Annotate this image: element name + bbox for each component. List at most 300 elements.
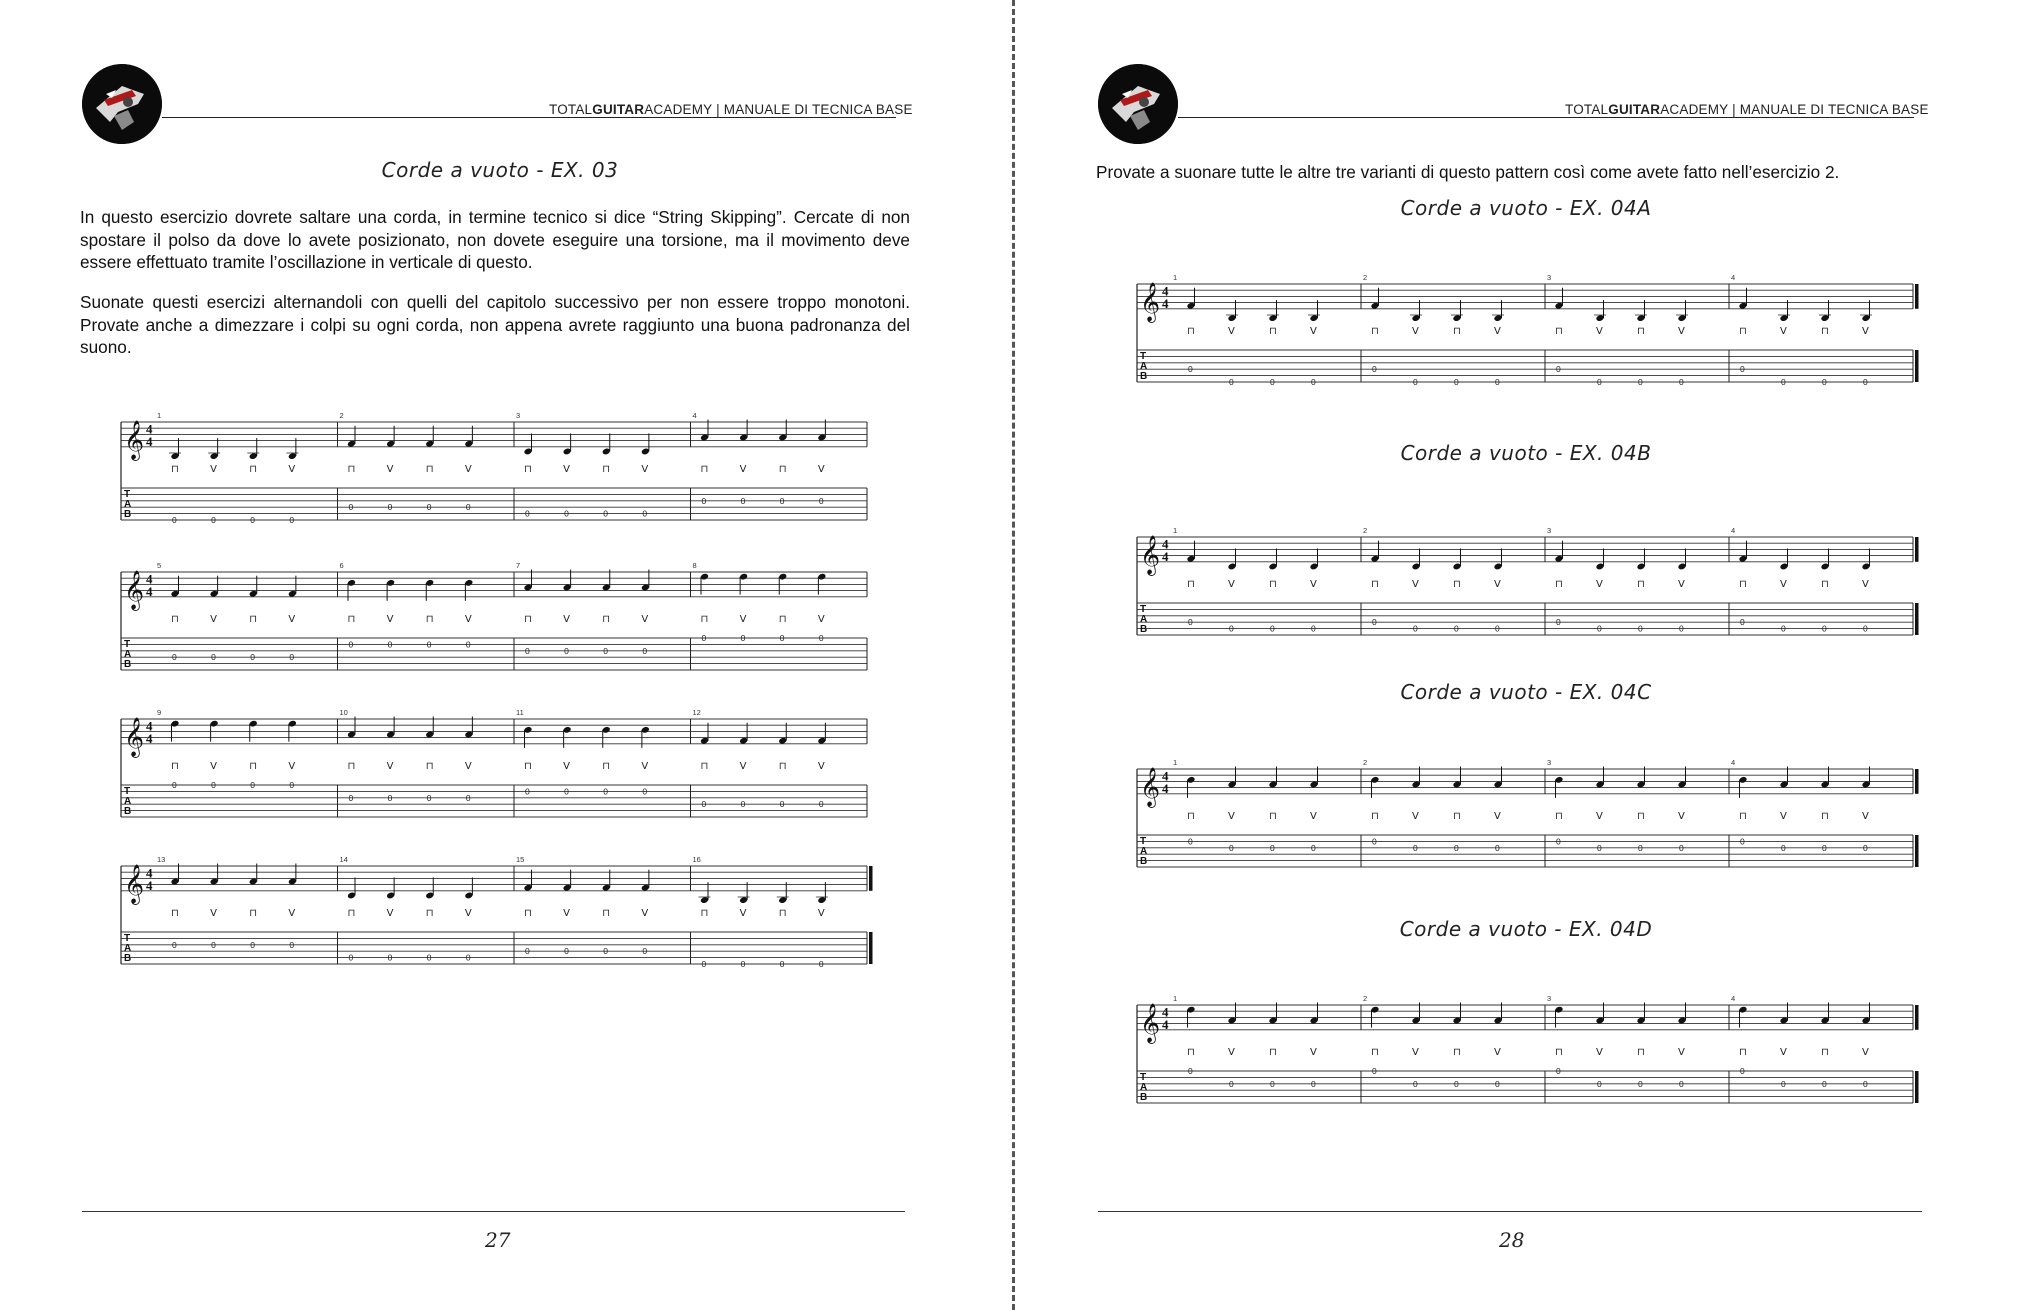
upstroke-icon: V: [739, 463, 747, 475]
tab-fret-number: 0: [348, 952, 354, 963]
downstroke-icon: ⊓: [602, 907, 611, 919]
downstroke-icon: ⊓: [1269, 325, 1277, 337]
tab-fret-number: 0: [1188, 617, 1193, 628]
tab-fret-number: 0: [172, 939, 177, 950]
upstroke-icon: V: [1862, 1046, 1869, 1058]
left-page: [0, 0, 1010, 1310]
tab-label-letter: T: [124, 639, 131, 650]
tab-fret-number: 0: [1413, 1078, 1418, 1089]
tab-fret-number: 0: [348, 792, 354, 803]
tab-label-letter: A: [1140, 1082, 1148, 1093]
academy-logo: [1098, 64, 1178, 144]
header-prefix: TOTAL: [1565, 102, 1609, 117]
final-bar-line: [1915, 603, 1919, 635]
tab-fret-number: 0: [465, 639, 471, 650]
upstroke-icon: V: [386, 613, 394, 625]
treble-clef-icon: 𝄞: [1140, 1002, 1161, 1043]
final-bar-line: [1915, 1005, 1919, 1030]
downstroke-icon: ⊓: [778, 613, 787, 625]
downstroke-icon: ⊓: [700, 907, 709, 919]
time-signature-top: 4: [146, 421, 153, 437]
tab-fret-number: 0: [1229, 623, 1234, 634]
downstroke-icon: ⊓: [1453, 325, 1461, 337]
tab-fret-number: 0: [1372, 364, 1377, 375]
measure-number: 8: [692, 561, 697, 570]
final-bar-line: [1915, 537, 1919, 562]
downstroke-icon: ⊓: [1555, 578, 1563, 590]
upstroke-icon: V: [817, 907, 825, 919]
score-system: [117, 854, 877, 1004]
tab-fret-number: 0: [1556, 836, 1561, 847]
time-signature-bottom: 4: [1162, 295, 1169, 311]
downstroke-icon: ⊓: [1371, 325, 1379, 337]
upstroke-icon: V: [1678, 325, 1685, 337]
upstroke-icon: V: [563, 613, 570, 625]
tab-label-letter: B: [1140, 624, 1148, 635]
downstroke-icon: ⊓: [778, 463, 787, 475]
measure-number: 16: [692, 855, 701, 864]
upstroke-icon: V: [1228, 1046, 1235, 1058]
tab-fret-number: 0: [1781, 623, 1786, 634]
tab-fret-number: 0: [818, 799, 824, 810]
upstroke-icon: V: [1494, 325, 1501, 337]
tab-fret-number: 0: [1311, 377, 1316, 387]
running-header: [1565, 102, 1929, 117]
tab-fret-number: 0: [250, 515, 255, 525]
upstroke-icon: V: [739, 907, 747, 919]
downstroke-icon: ⊓: [1739, 325, 1747, 337]
tab-fret-number: 0: [1781, 377, 1786, 387]
time-signature-top: 4: [146, 865, 153, 881]
downstroke-icon: ⊓: [1821, 810, 1829, 822]
measure-number: 3: [1547, 994, 1552, 1003]
tab-fret-number: 0: [387, 639, 393, 650]
downstroke-icon: ⊓: [1555, 325, 1563, 337]
tab-fret-number: 0: [1556, 364, 1561, 375]
tab-fret-number: 0: [603, 508, 608, 519]
time-signature-bottom: 4: [1162, 548, 1169, 564]
measure-number: 2: [1363, 273, 1368, 282]
tab-label-letter: B: [124, 953, 132, 964]
downstroke-icon: ⊓: [700, 613, 709, 625]
tab-fret-number: 0: [172, 652, 177, 663]
upstroke-icon: V: [210, 907, 217, 919]
measure-number: 5: [157, 561, 162, 570]
measure-number: 3: [1547, 526, 1552, 535]
measure-number: 7: [516, 561, 521, 570]
upstroke-icon: V: [1862, 810, 1869, 822]
tab-fret-number: 0: [1556, 617, 1561, 628]
page-number: 28: [1499, 1228, 1525, 1252]
tab-label-letter: B: [1140, 856, 1148, 867]
downstroke-icon: ⊓: [524, 760, 532, 772]
downstroke-icon: ⊓: [1187, 810, 1195, 822]
exercise-title: Corde a vuoto - EX. 04D: [1399, 917, 1653, 941]
upstroke-icon: V: [288, 463, 296, 475]
upstroke-icon: V: [817, 613, 825, 625]
tab-fret-number: 0: [1311, 623, 1316, 634]
tab-fret-number: 0: [1229, 842, 1234, 853]
upstroke-icon: V: [1862, 325, 1869, 337]
measure-number: 3: [516, 411, 521, 420]
tab-fret-number: 0: [1188, 364, 1193, 375]
measure-number: 2: [1363, 526, 1368, 535]
downstroke-icon: ⊓: [1555, 810, 1563, 822]
tab-label-letter: B: [1140, 1092, 1148, 1103]
upstroke-icon: V: [739, 613, 747, 625]
time-signature-top: 4: [146, 571, 153, 587]
score-system: [117, 560, 877, 700]
measure-number: 3: [1547, 273, 1552, 282]
tab-fret-number: 0: [426, 792, 432, 803]
logo-guitar-icon: [82, 64, 162, 144]
downstroke-icon: ⊓: [1453, 1046, 1461, 1058]
tab-fret-number: 0: [348, 502, 354, 513]
right-page: [1016, 0, 2028, 1310]
tab-fret-number: 0: [1781, 842, 1786, 853]
final-bar-line: [1915, 835, 1919, 867]
measure-number: 4: [1731, 994, 1736, 1003]
time-signature-bottom: 4: [1162, 780, 1169, 796]
tab-fret-number: 0: [1740, 836, 1745, 847]
upstroke-icon: V: [1228, 810, 1235, 822]
tab-fret-number: 0: [289, 515, 295, 525]
tab-fret-number: 0: [1495, 623, 1500, 634]
score-system: [1133, 525, 1923, 665]
tab-fret-number: 0: [1372, 1066, 1377, 1076]
upstroke-icon: V: [641, 613, 649, 625]
downstroke-icon: ⊓: [1187, 1046, 1195, 1058]
time-signature-bottom: 4: [146, 730, 153, 746]
downstroke-icon: ⊓: [1269, 1046, 1277, 1058]
exercise-title: Corde a vuoto - EX. 04B: [1400, 441, 1652, 465]
tab-label-letter: A: [1140, 361, 1148, 372]
tab-fret-number: 0: [564, 786, 569, 797]
tab-fret-number: 0: [1495, 1078, 1500, 1089]
measure-number: 13: [157, 855, 166, 864]
treble-clef-icon: 𝄞: [1140, 534, 1161, 575]
downstroke-icon: ⊓: [1637, 1046, 1645, 1058]
downstroke-icon: ⊓: [347, 463, 356, 475]
upstroke-icon: V: [288, 907, 296, 919]
tab-fret-number: 0: [642, 946, 648, 957]
tab-fret-number: 0: [211, 515, 216, 525]
tab-fret-number: 0: [348, 639, 354, 650]
tab-fret-number: 0: [1597, 377, 1602, 387]
measure-number: 11: [516, 708, 524, 717]
upstroke-icon: V: [1596, 1046, 1603, 1058]
tab-fret-number: 0: [1413, 842, 1418, 853]
tab-fret-number: 0: [564, 946, 569, 957]
time-signature-top: 4: [1162, 536, 1169, 552]
upstroke-icon: V: [563, 907, 570, 919]
paragraph-practice-tip: Suonate questi esercizi alternandoli con quelli del capitolo successivo per non essere troppo monotoni. Provate anche a dimezzare i colpi su ogni corda, non appena avrete raggiunto una buona padronanza del suono.: [80, 292, 910, 357]
upstroke-icon: V: [464, 613, 472, 625]
downstroke-icon: ⊓: [524, 907, 532, 919]
tab-fret-number: 0: [818, 495, 824, 506]
downstroke-icon: ⊓: [425, 760, 434, 772]
tab-fret-number: 0: [525, 508, 530, 519]
tab-label-letter: A: [1140, 614, 1148, 625]
tab-fret-number: 0: [426, 502, 432, 513]
tab-fret-number: 0: [1311, 842, 1316, 853]
treble-clef-icon: 𝄞: [1140, 281, 1161, 322]
upstroke-icon: V: [641, 463, 649, 475]
tab-fret-number: 0: [387, 792, 393, 803]
downstroke-icon: ⊓: [1555, 1046, 1563, 1058]
tab-label-letter: A: [124, 796, 132, 807]
tab-fret-number: 0: [1597, 1078, 1602, 1089]
tab-fret-number: 0: [1413, 623, 1418, 634]
upstroke-icon: V: [817, 463, 825, 475]
tab-fret-number: 0: [1863, 377, 1868, 387]
exercise-title: Corde a vuoto - EX. 04A: [1400, 196, 1652, 220]
tab-label-letter: T: [1140, 836, 1147, 847]
upstroke-icon: V: [386, 463, 394, 475]
tab-fret-number: 0: [1822, 842, 1827, 853]
tab-fret-number: 0: [740, 799, 746, 810]
upstroke-icon: V: [464, 463, 472, 475]
header-suffix: ACADEMY | MANUALE DI TECNICA BASE: [1660, 102, 1929, 117]
upstroke-icon: V: [739, 760, 747, 772]
upstroke-icon: V: [641, 907, 649, 919]
header-suffix: ACADEMY | MANUALE DI TECNICA BASE: [644, 102, 913, 117]
tab-fret-number: 0: [1270, 377, 1275, 387]
upstroke-icon: V: [288, 613, 296, 625]
tab-label-letter: T: [124, 933, 131, 944]
upstroke-icon: V: [1780, 578, 1787, 590]
tab-fret-number: 0: [250, 939, 255, 950]
tab-fret-number: 0: [818, 633, 824, 643]
downstroke-icon: ⊓: [1371, 1046, 1379, 1058]
tab-fret-number: 0: [1740, 617, 1745, 628]
tab-fret-number: 0: [1679, 623, 1684, 634]
downstroke-icon: ⊓: [524, 613, 532, 625]
tab-fret-number: 0: [1822, 1078, 1827, 1089]
tab-label-letter: T: [1140, 1072, 1147, 1083]
paragraph-intro: In questo esercizio dovrete saltare una corda, in termine tecnico si dice “String Skipping”. Cercate di non spostare il polso da dove lo avete posizionato, non dovete eseguire una torsione, ma il movimento deve essere effettuato tramite l’oscillazione in verticale di questo.: [80, 207, 910, 272]
upstroke-icon: V: [1780, 810, 1787, 822]
tab-fret-number: 0: [1781, 1078, 1786, 1089]
downstroke-icon: ⊓: [425, 463, 434, 475]
tab-label-letter: B: [124, 659, 132, 670]
time-signature-bottom: 4: [1162, 1016, 1169, 1032]
downstroke-icon: ⊓: [347, 760, 356, 772]
tab-fret-number: 0: [1679, 842, 1684, 853]
measure-number: 4: [1731, 526, 1736, 535]
upstroke-icon: V: [1228, 325, 1235, 337]
final-bar-line: [1915, 284, 1919, 309]
paragraph-intro: Provate a suonare tutte le altre tre varianti di questo pattern così come avete fatto nell’esercizio 2.: [1096, 162, 1840, 182]
tab-fret-number: 0: [1454, 623, 1459, 634]
tab-fret-number: 0: [1863, 1078, 1868, 1089]
tab-fret-number: 0: [1372, 836, 1377, 847]
upstroke-icon: V: [1780, 325, 1787, 337]
tab-fret-number: 0: [289, 939, 295, 950]
downstroke-icon: ⊓: [1821, 578, 1829, 590]
treble-clef-icon: 𝄞: [124, 419, 145, 460]
tab-fret-number: 0: [525, 786, 530, 797]
tab-fret-number: 0: [426, 952, 432, 963]
measure-number: 2: [1363, 758, 1368, 767]
tab-fret-number: 0: [465, 502, 471, 513]
header-rule: [162, 117, 896, 118]
score-system: [117, 410, 877, 550]
tab-fret-number: 0: [740, 633, 746, 643]
downstroke-icon: ⊓: [1637, 578, 1645, 590]
tab-label-letter: A: [1140, 846, 1148, 857]
footer-rule: [1098, 1211, 1922, 1212]
upstroke-icon: V: [1596, 578, 1603, 590]
tab-label-letter: B: [124, 806, 132, 817]
running-header: [549, 102, 913, 117]
upstroke-icon: V: [1678, 810, 1685, 822]
tab-fret-number: 0: [211, 652, 216, 663]
upstroke-icon: V: [563, 463, 570, 475]
upstroke-icon: V: [817, 760, 825, 772]
upstroke-icon: V: [1780, 1046, 1787, 1058]
downstroke-icon: ⊓: [1453, 578, 1461, 590]
downstroke-icon: ⊓: [347, 907, 356, 919]
tab-fret-number: 0: [642, 786, 648, 797]
final-bar-line: [1915, 1071, 1919, 1103]
time-signature-top: 4: [1162, 283, 1169, 299]
measure-number: 1: [1173, 526, 1178, 535]
tab-fret-number: 0: [211, 780, 216, 790]
upstroke-icon: V: [1494, 810, 1501, 822]
upstroke-icon: V: [1412, 325, 1419, 337]
final-bar-line: [1915, 769, 1919, 794]
tab-fret-number: 0: [1188, 1066, 1193, 1076]
tab-fret-number: 0: [701, 495, 707, 506]
measure-number: 1: [157, 411, 162, 420]
time-signature-top: 4: [146, 718, 153, 734]
page-gutter-divider: [1012, 0, 1015, 1310]
upstroke-icon: V: [464, 760, 472, 772]
tab-fret-number: 0: [1679, 377, 1684, 387]
downstroke-icon: ⊓: [425, 907, 434, 919]
downstroke-icon: ⊓: [1739, 1046, 1747, 1058]
downstroke-icon: ⊓: [249, 907, 258, 919]
tab-fret-number: 0: [779, 959, 785, 969]
treble-clef-icon: 𝄞: [124, 863, 145, 904]
tab-fret-number: 0: [1863, 842, 1868, 853]
upstroke-icon: V: [210, 463, 217, 475]
tab-fret-number: 0: [603, 645, 608, 656]
time-signature-bottom: 4: [146, 583, 153, 599]
measure-number: 6: [339, 561, 344, 570]
time-signature-top: 4: [1162, 1004, 1169, 1020]
tab-fret-number: 0: [818, 959, 824, 969]
treble-clef-icon: 𝄞: [124, 569, 145, 610]
tab-fret-number: 0: [250, 780, 255, 790]
upstroke-icon: V: [1596, 325, 1603, 337]
measure-number: 10: [339, 708, 348, 717]
downstroke-icon: ⊓: [602, 760, 611, 772]
tab-fret-number: 0: [525, 946, 530, 957]
tab-fret-number: 0: [1413, 377, 1418, 387]
tab-fret-number: 0: [779, 495, 785, 506]
tab-fret-number: 0: [603, 786, 608, 797]
tab-fret-number: 0: [1495, 842, 1500, 853]
tab-fret-number: 0: [1638, 623, 1643, 634]
tab-fret-number: 0: [1270, 1078, 1275, 1089]
exercise-title: Corde a vuoto - EX. 04C: [1400, 680, 1652, 704]
downstroke-icon: ⊓: [778, 907, 787, 919]
tab-fret-number: 0: [1740, 364, 1745, 375]
tab-fret-number: 0: [701, 799, 707, 810]
downstroke-icon: ⊓: [1637, 810, 1645, 822]
tab-fret-number: 0: [465, 792, 471, 803]
score-system: [1133, 272, 1923, 412]
downstroke-icon: ⊓: [1739, 578, 1747, 590]
measure-number: 12: [692, 708, 701, 717]
upstroke-icon: V: [1310, 325, 1317, 337]
tab-fret-number: 0: [1638, 842, 1643, 853]
header-brand: GUITAR: [1608, 102, 1661, 117]
downstroke-icon: ⊓: [1187, 325, 1195, 337]
upstroke-icon: V: [288, 760, 296, 772]
tab-label-letter: A: [124, 649, 132, 660]
downstroke-icon: ⊓: [347, 613, 356, 625]
tab-fret-number: 0: [1454, 1078, 1459, 1089]
downstroke-icon: ⊓: [171, 907, 179, 919]
downstroke-icon: ⊓: [249, 760, 258, 772]
tab-fret-number: 0: [1454, 842, 1459, 853]
upstroke-icon: V: [1494, 578, 1501, 590]
downstroke-icon: ⊓: [425, 613, 434, 625]
upstroke-icon: V: [1678, 1046, 1685, 1058]
upstroke-icon: V: [1228, 578, 1235, 590]
tab-label-letter: A: [124, 499, 132, 510]
upstroke-icon: V: [1678, 578, 1685, 590]
upstroke-icon: V: [1862, 578, 1869, 590]
header-brand: GUITAR: [592, 102, 645, 117]
downstroke-icon: ⊓: [1269, 578, 1277, 590]
downstroke-icon: ⊓: [1739, 810, 1747, 822]
tab-fret-number: 0: [701, 633, 707, 643]
tab-label-letter: T: [124, 786, 131, 797]
downstroke-icon: ⊓: [1637, 325, 1645, 337]
tab-fret-number: 0: [642, 508, 648, 519]
measure-number: 3: [1547, 758, 1552, 767]
tab-fret-number: 0: [211, 939, 216, 950]
tab-fret-number: 0: [642, 645, 648, 656]
tab-fret-number: 0: [1229, 1078, 1234, 1089]
downstroke-icon: ⊓: [1821, 325, 1829, 337]
tab-fret-number: 0: [701, 959, 707, 969]
downstroke-icon: ⊓: [1187, 578, 1195, 590]
downstroke-icon: ⊓: [249, 463, 258, 475]
academy-logo: [82, 64, 162, 144]
downstroke-icon: ⊓: [1269, 810, 1277, 822]
downstroke-icon: ⊓: [778, 760, 787, 772]
tab-label-letter: A: [124, 943, 132, 954]
header-rule: [1178, 117, 1914, 118]
downstroke-icon: ⊓: [1371, 810, 1379, 822]
measure-number: 14: [339, 855, 348, 864]
score-system: [117, 707, 877, 847]
measure-number: 4: [692, 411, 697, 420]
measure-number: 1: [1173, 273, 1178, 282]
downstroke-icon: ⊓: [602, 463, 611, 475]
tab-fret-number: 0: [740, 495, 746, 506]
measure-number: 2: [339, 411, 344, 420]
tab-fret-number: 0: [289, 780, 295, 790]
final-bar-line: [869, 932, 873, 964]
tab-fret-number: 0: [779, 633, 785, 643]
score-system: [1133, 993, 1923, 1133]
